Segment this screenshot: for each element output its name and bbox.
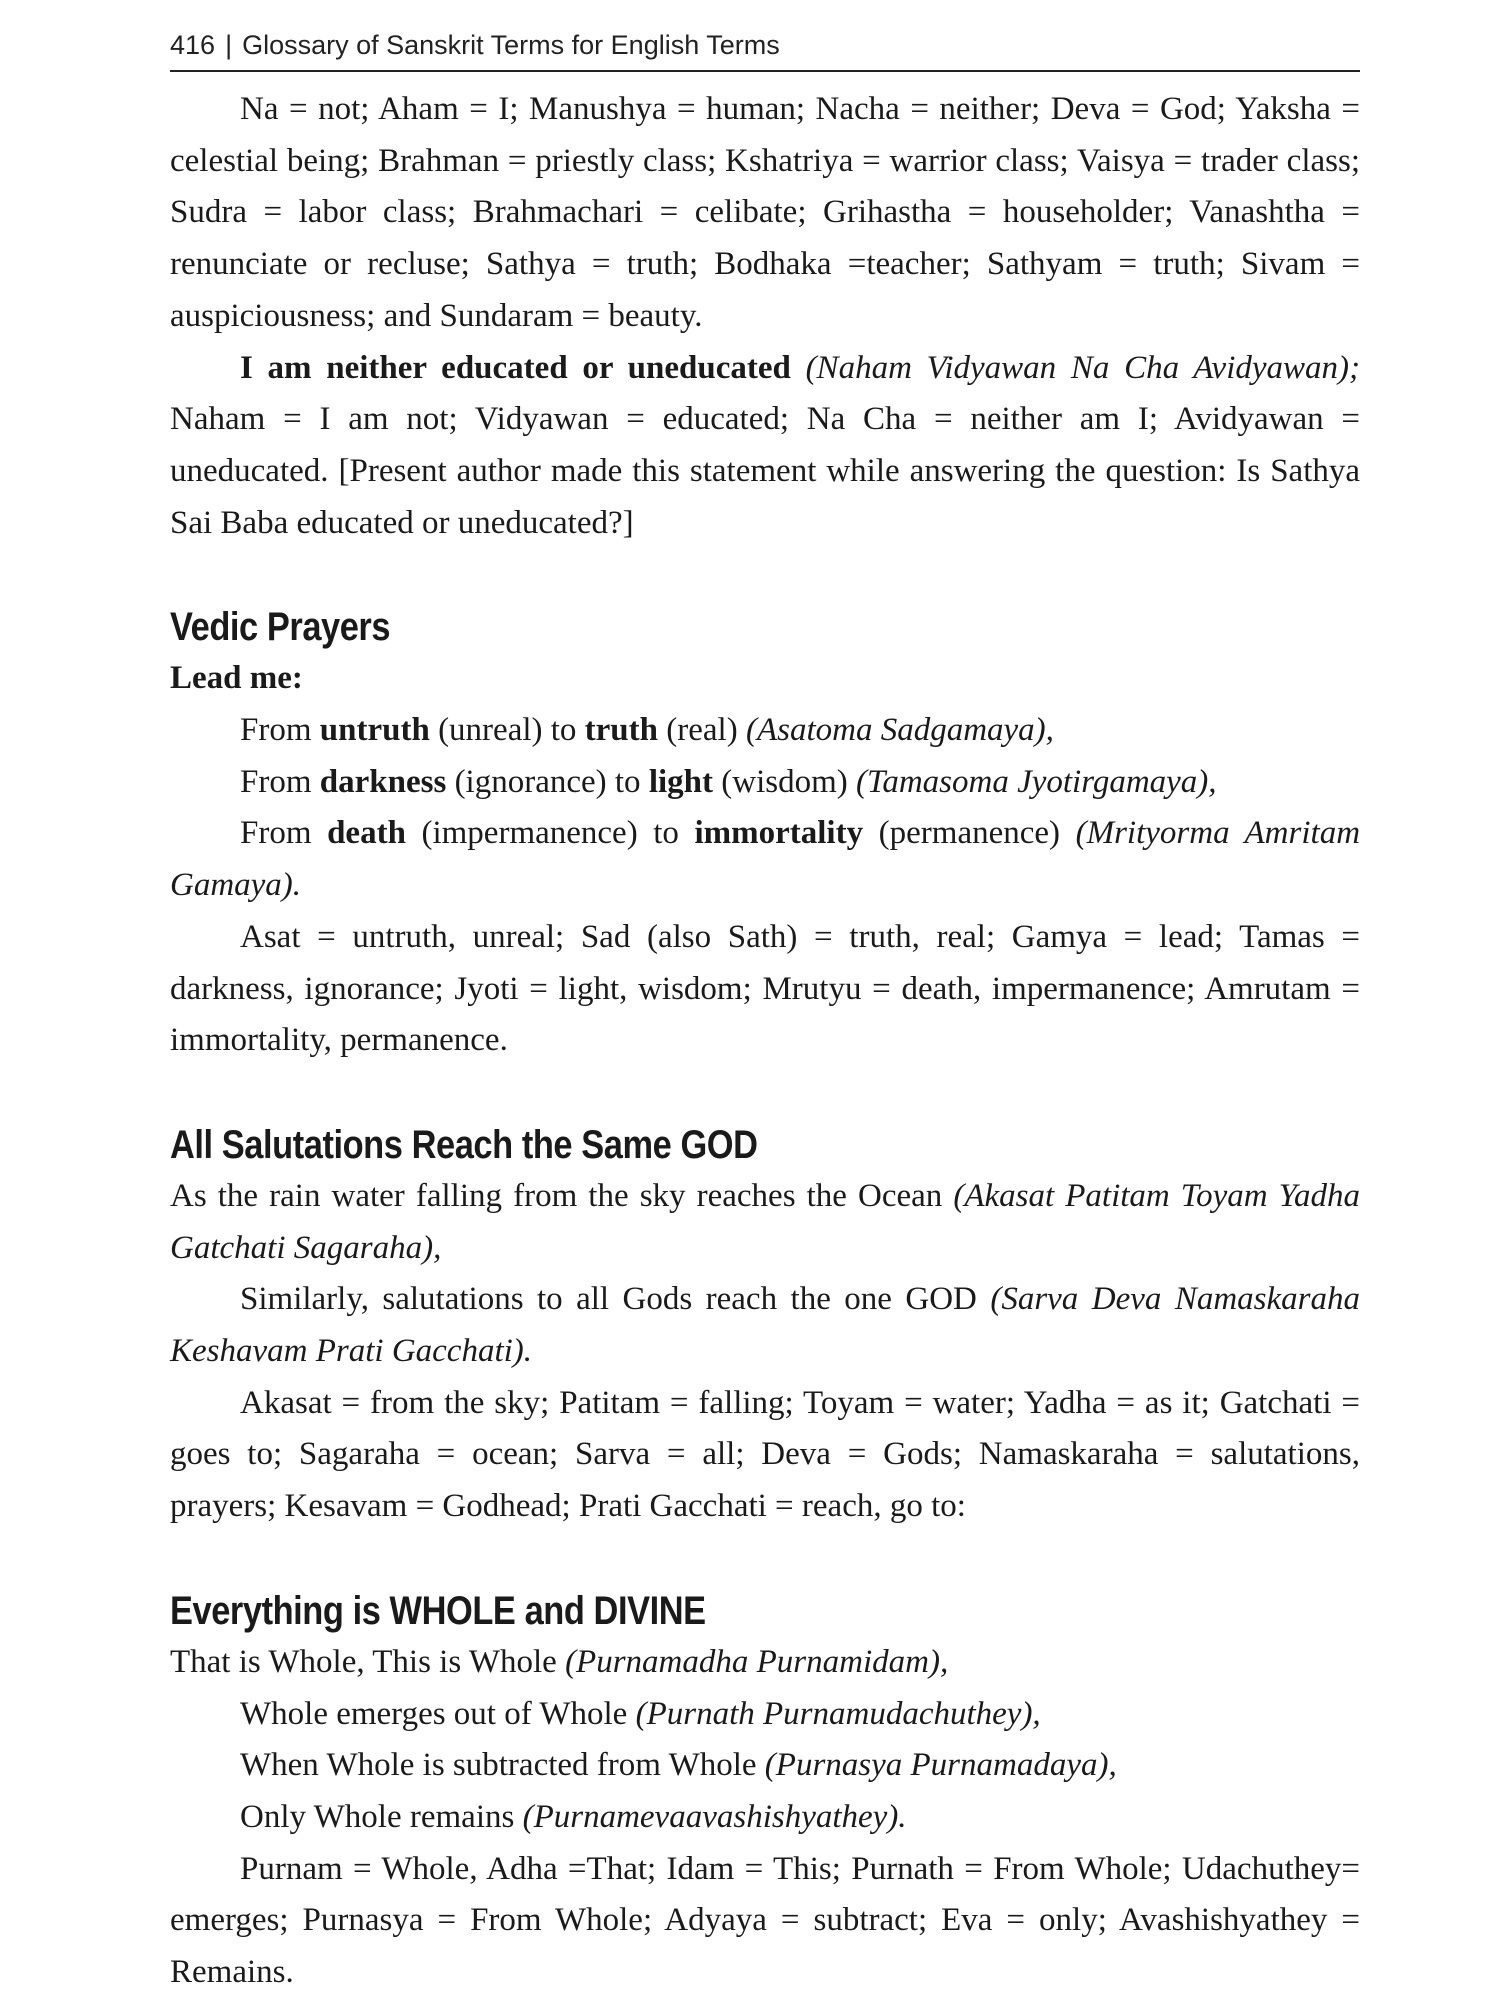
terms-paragraph-identity: Na = not; Aham = I; Manushya = human; Nacha = neither; Deva = God; Yaksha = celestial being; Brahman = priestly class; Kshatriya = warrior class; Vaisya = trader class; Sudra = labor class; Brahmachari = celibate; Grihastha = householder; Vanashtha = renunciate or recluse; Sathya = truth; Bodhaka =teacher; Sathyam = truth; Sivam = auspiciousness; and Sundaram = beauty.: [170, 91, 1360, 334]
heading-all-salutations: All Salutations Reach the Same GOD: [170, 1122, 758, 1167]
prayer-line-3: From death (impermanence) to immortality (permanence) (Mrityorma Amritam Gamaya).: [170, 815, 1361, 904]
running-title: Glossary of Sanskrit Terms for English Terms: [242, 30, 780, 60]
whole-line-3: When Whole is subtracted from Whole (Purnasya Purnamadaya),: [240, 1747, 1117, 1784]
running-header: [170, 30, 1360, 61]
section-gap: [170, 549, 1360, 601]
terms-paragraph-salutations: Akasat = from the sky; Patitam = falling; Toyam = water; Yadha = as it; Gatchati = goes to; Sagaraha = ocean; Sarva = all; Deva = Gods; Namaskaraha = salutations, prayers; Kesavam = Godhead; Prati Gacchati = reach, go to:: [170, 1384, 1360, 1525]
salutation-paragraph-2: Similarly, salutations to all Gods reach the one GOD (Sarva Deva Namaskaraha Keshavam Prati Gacchati).: [170, 1281, 1360, 1370]
heading-vedic-prayers: Vedic Prayers: [170, 605, 391, 650]
whole-line-4: Only Whole remains (Purnamevaavashishyathey).: [240, 1798, 907, 1835]
terms-paragraph-whole: Purnam = Whole, Adha =That; Idam = This; Purnath = From Whole; Udachuthey= emerges; Purnasya = From Whole; Adyaya = subtract; Eva = only; Avashishyathey = Remains.: [170, 1850, 1360, 1991]
statement-paragraph: I am neither educated or uneducated (Naham Vidyawan Na Cha Avidyawan); Naham = I am not; Vidyawan = educated; Na Cha = neither am I; Avidyawan = uneducated. [Present author made this statement while answering the question: Is Sathya Sai Baba educated or uneducated?]: [170, 349, 1361, 541]
heading-everything-whole: Everything is WHOLE and DIVINE: [170, 1588, 706, 1633]
prayer-line-2: From darkness (ignorance) to light (wisdom) (Tamasoma Jyotirgamaya),: [240, 763, 1217, 800]
section-gap: [170, 1067, 1360, 1119]
header-rule: [170, 70, 1360, 72]
whole-line-2: Whole emerges out of Whole (Purnath Purnamudachuthey),: [240, 1695, 1041, 1732]
subheading-lead-me: Lead me:: [170, 660, 303, 697]
prayer-line-1: From untruth (unreal) to truth (real) (Asatoma Sadgamaya),: [240, 712, 1054, 749]
page-body: [170, 84, 1360, 1999]
salutation-paragraph-1: As the rain water falling from the sky reaches the Ocean (Akasat Patitam Toyam Yadha Gatchati Sagaraha),: [170, 1177, 1361, 1266]
whole-line-1: That is Whole, This is Whole (Purnamadha Purnamidam),: [170, 1643, 949, 1680]
header-separator: |: [225, 30, 233, 60]
terms-paragraph-vedic: Asat = untruth, unreal; Sad (also Sath) = truth, real; Gamya = lead; Tamas = darkness, ignorance; Jyoti = light, wisdom; Mrutyu = death, impermanence; Amrutam = immortality, permanence.: [170, 918, 1360, 1059]
page-number: 416: [170, 30, 216, 60]
section-gap: [170, 1533, 1360, 1585]
